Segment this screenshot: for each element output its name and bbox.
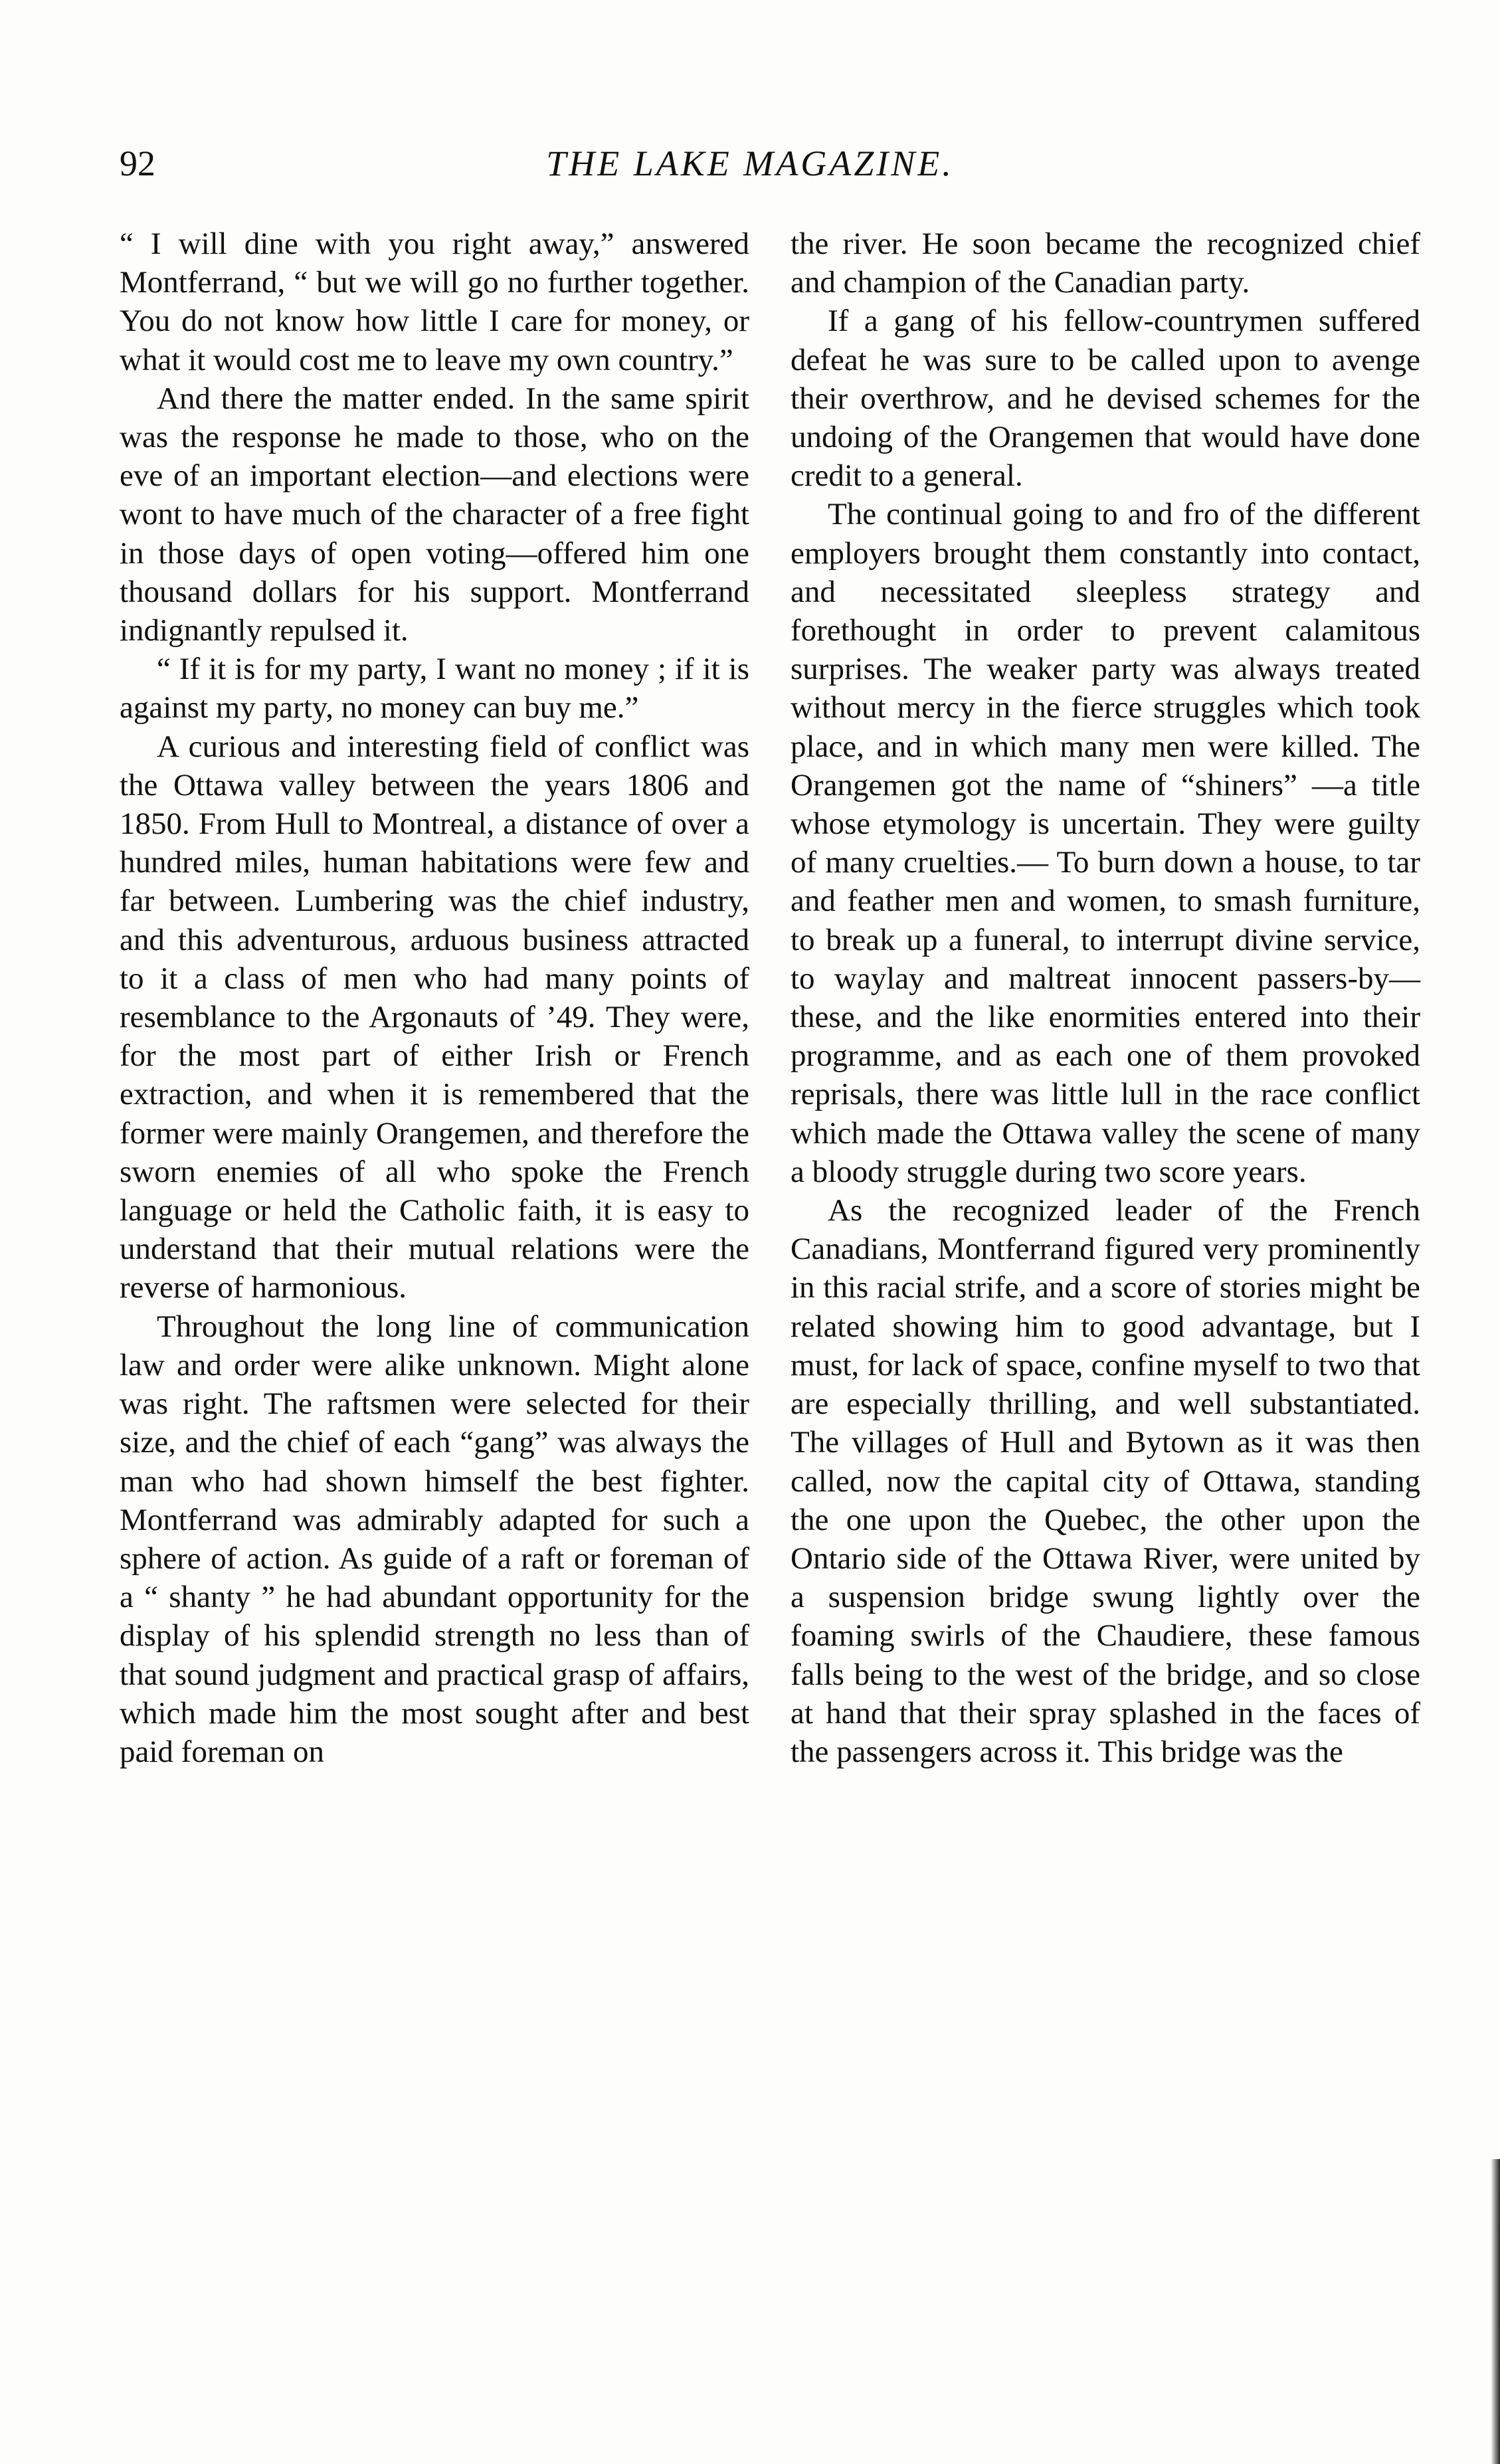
paragraph: And there the matter ended. In the same spirit was the response he made to those, who on the eve of an important election—and elections were wont to have much of the character of a free fight in those days of open voting—offered him one thousand dollars for his support. Montferrand indignantly repulsed it. — [120, 381, 749, 648]
paragraph: “ If it is for my party, I want no money ; if it is against my party, no money can buy me.” — [120, 652, 749, 725]
paragraph: As the recognized leader of the French Canadians, Montferrand figured very prominently in this racial strife, and a score of stories might be related showing him to good advantage, but I must, for lack of space, confine myself to two that are especially thrilling, and well substantiated. The villages of Hull and Bytown as it was then called, now the capital city of Ottawa, standing the one upon the Quebec, the other upon the Ontario side of the Ottawa River, were united by a suspension bridge swung lightly over the foaming swirls of the Chaudiere, these famous falls being to the west of the bridge, and so close at hand that their spray splashed in the faces of the passengers across it. This bridge was the — [791, 1193, 1420, 1769]
page-number: 92 — [120, 143, 155, 183]
paragraph: Throughout the long line of communication law and order were alike unknown. Might alone was right. The raftsmen were selected for their size, and the chief of each “gang” was always the man who had shown himself the best fighter. Montferrand was admirably adapted for such a sphere of action. As guide of a raft or foreman of a “ shanty ” he had abundant opportunity for the display of his splendid strength no less than of that sound judgment and practical grasp of affairs, which made him the most sought after and best paid foreman on — [120, 1309, 749, 1769]
running-title: THE LAKE MAGAZINE. — [546, 143, 954, 183]
paragraph: A curious and interesting field of conflict was the Ottawa valley between the years 1806 and 1850. From Hull to Montreal, a distance of over a hundred miles, human habitations were few and far between. Lumbering was the chief industry, and this adventurous, arduous business attracted to it a class of men who had many points of resemblance to the Argonauts of ’49. They were, for the most part of either Irish or French extraction, and when it is remembered that the former were mainly Orangemen, and therefore the sworn enemies of all who spoke the French language or held the Catholic faith, it is easy to understand that their mutual relations were the reverse of harmonious. — [120, 729, 749, 1305]
paragraph: The continual going to and fro of the different employers brought them constantly into contact, and necessitated sleepless strategy and forethought in order to prevent calamitous surprises. The weaker party was always treated without mercy in the fierce struggles which took place, and in which many men were killed. The Orangemen got the name of “shiners” —a title whose etymology is uncertain. They were guilty of many cruelties.— To burn down a house, to tar and feather men and women, to smash furniture, to break up a funeral, to interrupt divine service, to waylay and maltreat innocent passers-by—these, and the like enormities entered into their programme, and as each one of them provoked reprisals, there was little lull in the race conflict which made the Ottawa valley the scene of many a bloody struggle during two score years. — [791, 497, 1420, 1189]
paragraph: the river. He soon became the recognized chief and champion of the Canadian party. — [791, 227, 1420, 300]
paragraph: “ I will dine with you right away,” answered Montferrand, “ but we will go no further together. You do not know how little I care for money, or what it would cost me to leave my own country.” — [120, 227, 749, 377]
paragraph: If a gang of his fellow-countrymen suffered defeat he was sure to be called upon to avenge their overthrow, and he devised schemes for the undoing of the Orangemen that would have done credit to a general. — [791, 304, 1420, 494]
page-header — [0, 143, 1500, 196]
right-column — [791, 225, 1420, 1771]
page-edge-shadow — [1491, 2159, 1500, 2464]
left-column — [120, 225, 749, 1771]
